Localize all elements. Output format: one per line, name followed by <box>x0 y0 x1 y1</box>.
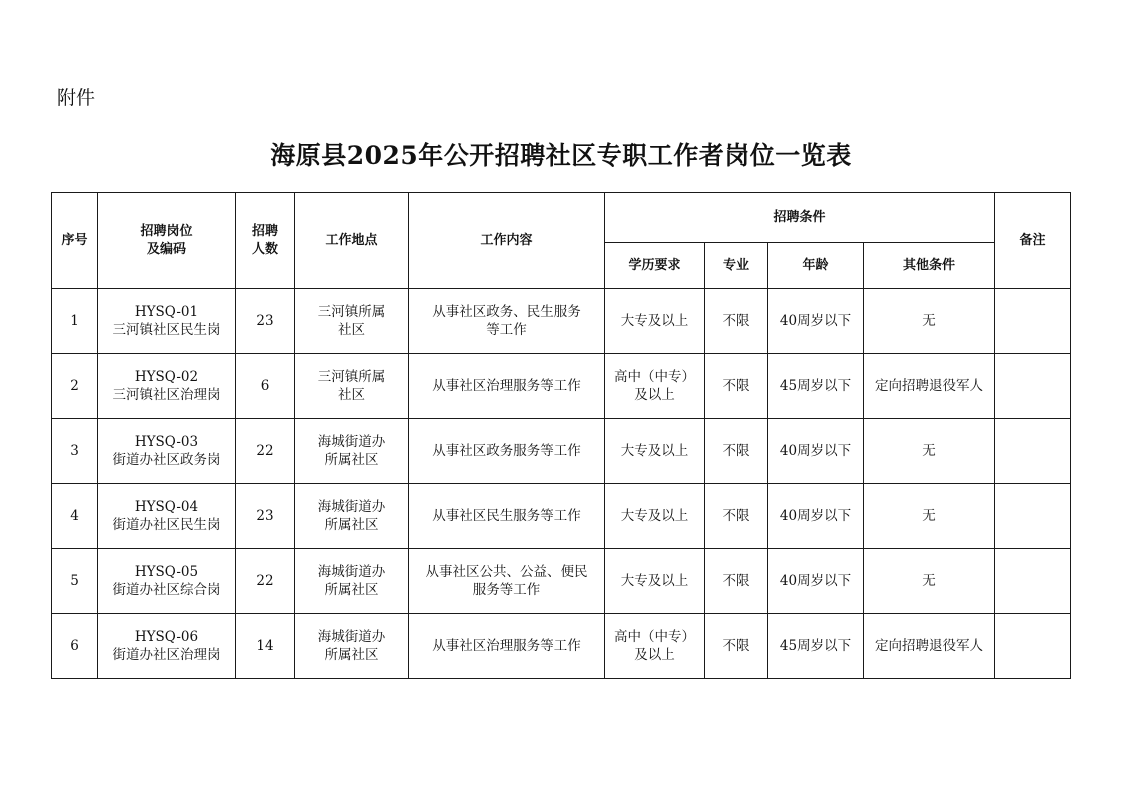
cell-remarks <box>995 354 1071 419</box>
cell-age: 45周岁以下 <box>768 614 864 679</box>
cell-age: 40周岁以下 <box>768 289 864 354</box>
cell-other: 无 <box>864 419 995 484</box>
cell-position: HYSQ-04 街道办社区民生岗 <box>98 484 236 549</box>
cell-remarks <box>995 549 1071 614</box>
cell-other: 无 <box>864 549 995 614</box>
cell-count: 14 <box>236 614 295 679</box>
table-row <box>52 549 1071 614</box>
header-other: 其他条件 <box>864 243 995 289</box>
header-education: 学历要求 <box>605 243 705 289</box>
cell-major: 不限 <box>705 289 768 354</box>
cell-content: 从事社区政务、民生服务 等工作 <box>409 289 605 354</box>
cell-location: 三河镇所属 社区 <box>295 289 409 354</box>
cell-remarks <box>995 614 1071 679</box>
cell-count: 23 <box>236 289 295 354</box>
cell-other: 无 <box>864 289 995 354</box>
cell-remarks <box>995 289 1071 354</box>
table-row <box>52 614 1071 679</box>
cell-education: 大专及以上 <box>605 289 705 354</box>
cell-location: 三河镇所属 社区 <box>295 354 409 419</box>
cell-count: 6 <box>236 354 295 419</box>
cell-education: 高中（中专） 及以上 <box>605 354 705 419</box>
cell-remarks <box>995 484 1071 549</box>
table-row <box>52 419 1071 484</box>
cell-seq: 4 <box>52 484 98 549</box>
cell-count: 23 <box>236 484 295 549</box>
header-row-primary <box>52 193 1071 243</box>
header-position: 招聘岗位 及编码 <box>98 193 236 289</box>
cell-content: 从事社区政务服务等工作 <box>409 419 605 484</box>
cell-content: 从事社区治理服务等工作 <box>409 614 605 679</box>
recruitment-table <box>51 192 1071 679</box>
attachment-label: 附件 <box>57 87 96 109</box>
cell-location: 海城街道办 所属社区 <box>295 614 409 679</box>
header-remarks: 备注 <box>995 193 1071 289</box>
cell-position: HYSQ-06 街道办社区治理岗 <box>98 614 236 679</box>
cell-education: 高中（中专） 及以上 <box>605 614 705 679</box>
header-conditions: 招聘条件 <box>605 193 995 243</box>
cell-content: 从事社区民生服务等工作 <box>409 484 605 549</box>
table-row <box>52 289 1071 354</box>
cell-location: 海城街道办 所属社区 <box>295 484 409 549</box>
cell-seq: 6 <box>52 614 98 679</box>
header-content: 工作内容 <box>409 193 605 289</box>
cell-remarks <box>995 419 1071 484</box>
cell-major: 不限 <box>705 354 768 419</box>
cell-position: HYSQ-05 街道办社区综合岗 <box>98 549 236 614</box>
cell-position: HYSQ-01 三河镇社区民生岗 <box>98 289 236 354</box>
cell-seq: 1 <box>52 289 98 354</box>
header-age: 年龄 <box>768 243 864 289</box>
cell-other: 定向招聘退役军人 <box>864 354 995 419</box>
cell-other: 定向招聘退役军人 <box>864 614 995 679</box>
cell-major: 不限 <box>705 484 768 549</box>
cell-position: HYSQ-02 三河镇社区治理岗 <box>98 354 236 419</box>
cell-location: 海城街道办 所属社区 <box>295 419 409 484</box>
cell-education: 大专及以上 <box>605 419 705 484</box>
cell-major: 不限 <box>705 419 768 484</box>
cell-education: 大专及以上 <box>605 549 705 614</box>
cell-seq: 5 <box>52 549 98 614</box>
cell-position: HYSQ-03 街道办社区政务岗 <box>98 419 236 484</box>
header-count: 招聘 人数 <box>236 193 295 289</box>
cell-count: 22 <box>236 549 295 614</box>
cell-major: 不限 <box>705 614 768 679</box>
cell-major: 不限 <box>705 549 768 614</box>
cell-age: 40周岁以下 <box>768 484 864 549</box>
cell-age: 45周岁以下 <box>768 354 864 419</box>
table-row <box>52 484 1071 549</box>
header-major: 专业 <box>705 243 768 289</box>
header-seq: 序号 <box>52 193 98 289</box>
table-row <box>52 354 1071 419</box>
cell-education: 大专及以上 <box>605 484 705 549</box>
cell-seq: 3 <box>52 419 98 484</box>
cell-seq: 2 <box>52 354 98 419</box>
cell-location: 海城街道办 所属社区 <box>295 549 409 614</box>
cell-age: 40周岁以下 <box>768 419 864 484</box>
document-title: 海原县2025年公开招聘社区专职工作者岗位一览表 <box>270 141 852 170</box>
cell-age: 40周岁以下 <box>768 549 864 614</box>
cell-content: 从事社区治理服务等工作 <box>409 354 605 419</box>
cell-other: 无 <box>864 484 995 549</box>
cell-count: 22 <box>236 419 295 484</box>
header-location: 工作地点 <box>295 193 409 289</box>
cell-content: 从事社区公共、公益、便民 服务等工作 <box>409 549 605 614</box>
